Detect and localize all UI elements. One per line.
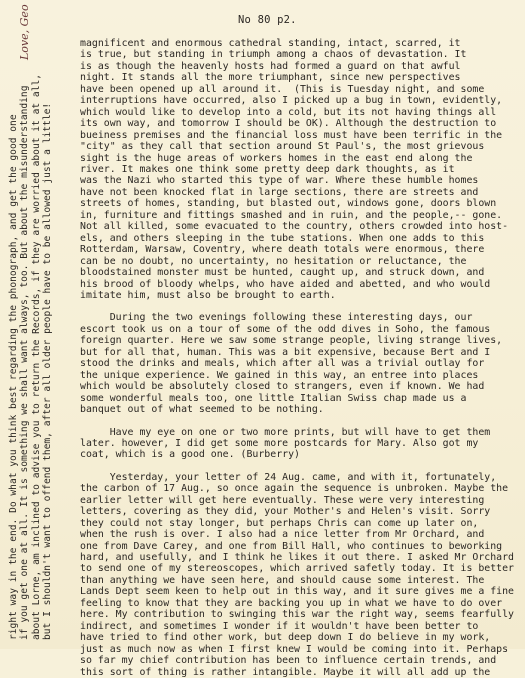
text-line: foreign quarter. Here we saw some strange people, living strange lives, <box>80 335 503 347</box>
text-line: but for all that, human. This was a bit expensive, because Bert and I <box>80 346 491 358</box>
text-line: els, and others sleeping in the tube stations. When one adds to this <box>80 232 485 244</box>
text-line: than anything we have seen here, and should cause some interest. The <box>80 574 485 586</box>
paragraph-gap <box>80 461 520 472</box>
page-header: No 80 p2. <box>238 14 297 26</box>
margin-note-line: about Lorne, am inclined to advise you to return the Records, if they are worried about it at all, <box>30 73 42 640</box>
text-line: they could not stay longer, but perhaps Chris can come up later on, <box>80 517 479 529</box>
text-line: coat, which is a good one. (Burberry) <box>80 449 300 461</box>
text-line: magnificent and enormous cathedral standing, intact, scarred, it <box>80 38 461 49</box>
text-line: the unique experience. We gained in this way, an entree into places <box>80 369 479 381</box>
text-line: stood the drinks and meals, which after all was a trivial outlay for <box>80 358 485 370</box>
text-line: indirect, and sometimes I wonder if it wouldn't have been better to <box>80 620 479 632</box>
text-line: sight is the huge areas of workers homes in the east end along the <box>80 152 473 164</box>
text-line: imitate him, must also be brought to earth. <box>80 289 336 301</box>
handwritten-annotation: Love, Geo <box>18 4 31 60</box>
text-line: earlier letter will get here eventually. These were very interesting <box>80 494 485 506</box>
text-line: have not been knocked flat in large sections, there are streets and <box>80 186 479 198</box>
text-line: was the Nazi who started this type of war. Where these humble homes <box>80 175 479 187</box>
text-line: Not all killed, some evacuated to the country, others crowded into host- <box>80 221 509 233</box>
text-line: when the rush is over. I also had a nice letter from Mr Orchard, and <box>80 529 485 541</box>
margin-note-line: right way in the end. Do what you think best regarding the phonograph, and get the good one <box>8 114 19 640</box>
text-line: bloodstained monster must be hunted, caught up, and struck down, and <box>80 267 485 279</box>
text-line: feeling to know that they are backing you up in what we have to do over <box>80 597 503 609</box>
paragraph-gap <box>80 416 520 427</box>
text-line: later. however, I did get some more postcards for Mary. Also got my <box>80 437 479 449</box>
text-line: which would like to develop into a cold, but its not having things all <box>80 106 497 118</box>
text-line: have been opened up all around it. (This is Tuesday night, and some <box>80 83 485 95</box>
margin-note-line: but I shouldn't want to offend them, after all older people have to be allowed just a little! <box>41 102 53 640</box>
text-line: river. It makes one think some pretty deep dark thoughts, as it <box>80 163 455 175</box>
text-line: hard, and usefully, and I think he likes it out there. I asked Mr Orchard <box>80 552 515 564</box>
text-line: one from Dave Carey, and one from Bill Hall, who continues to beworking <box>80 540 503 552</box>
text-line: During the two evenings following these interesting days, our <box>80 312 473 324</box>
text-line: "city" as they call that section around St Paul's, the most grievous <box>80 141 485 153</box>
text-line: some wonderful meals too, one little Italian Swiss chap made us a <box>80 392 467 404</box>
letter-body <box>80 38 520 678</box>
text-line: interruptions have occurred, also I picked up a bug in town, evidently, <box>80 95 503 107</box>
text-line: have tried to find other work, but deep down I do believe in my work, <box>80 632 491 644</box>
text-line: is as though the heavenly hosts had formed a guard on that awful <box>80 60 461 72</box>
text-line: bueiness premises and the financial loss must have been terrific in the <box>80 129 503 141</box>
text-line: this sort of thing is rather intangible. Maybe it will all add up the <box>80 666 491 678</box>
margin-note-line: if you get one at all. It is something we shall want always, too. But about the misunderstanding <box>19 85 31 640</box>
text-line: Have my eye on one or two more prints, but will have to get them <box>80 426 491 438</box>
text-line: so far my chief contribution has been to influence certain trends, and <box>80 655 497 667</box>
text-line: Yesterday, your letter of 24 Aug. came, and with it, fortunately, <box>80 471 497 483</box>
text-line: streets of homes, standing, but blasted out, windows gone, doors blown <box>80 198 497 210</box>
text-line: escort took us on a tour of some of the odd dives in Soho, the famous <box>80 323 491 335</box>
text-line: night. It stands all the more triumphant, since new perspectives <box>80 72 461 84</box>
text-line: Rotterdam, Warsaw, Coventry, where death totals were enormous, there <box>80 244 485 256</box>
text-line: can be no doubt, no uncertainty, no hesitation or reluctance, the <box>80 255 467 267</box>
paragraph-gap <box>80 301 520 312</box>
text-line: its own way, and tomorrow I should be OK). Although the destruction to <box>80 118 497 130</box>
text-line: is true, but standing in triumph among a chaos of devastation. It <box>80 49 467 61</box>
text-line: the carbon of 17 Aug., so once again the sequence is unbroken. Maybe the <box>80 483 509 495</box>
text-line: which would be absolutely closed to strangers, even if known. We had <box>80 381 485 393</box>
text-line: letters, covering as they did, your Mother's and Helen's visit. Sorry <box>80 506 491 518</box>
text-line: to send one of my stereoscopes, which arrived safetly today. It is better <box>80 563 515 575</box>
text-line: here. My contribution to swinging this war the right way, seems fearfully <box>80 609 515 621</box>
text-line: just as much now as when I first knew I would be coming into it. Perhaps <box>80 643 509 655</box>
text-line: his brood of bloody whelps, who have aided and abetted, and who would <box>80 278 491 290</box>
text-line: in, furniture and fittings smashed and in ruin, and the people,-- gone. <box>80 209 503 221</box>
text-line: Lands Dept seem keen to help out in this way, and it sure gives me a fine <box>80 586 515 598</box>
text-line: banquet out of what seemed to be nothing. <box>80 404 324 416</box>
